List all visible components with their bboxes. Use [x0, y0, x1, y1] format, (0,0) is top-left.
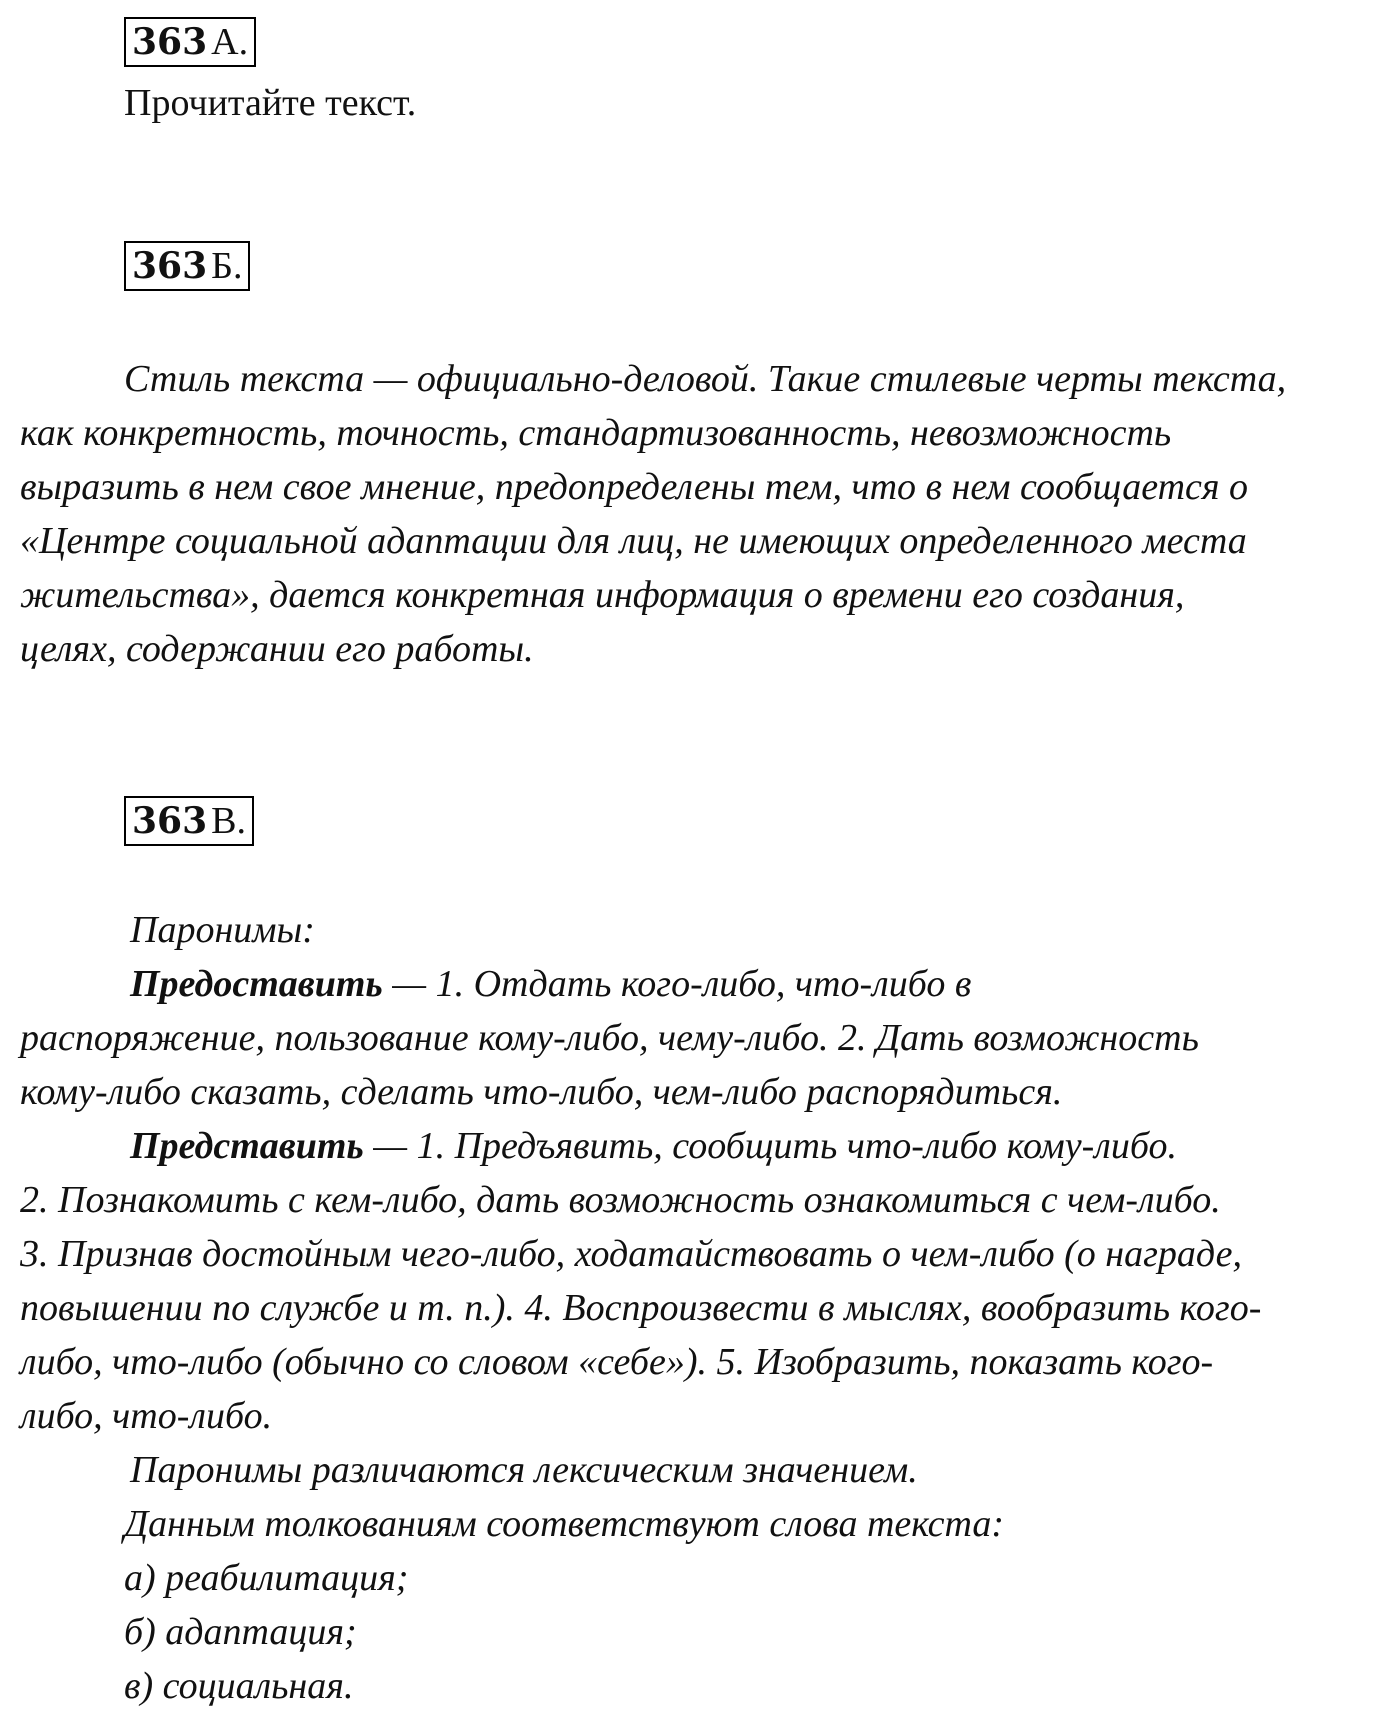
definition-line: 3. Признав достойным чего-либо, ходатайствовать о чем-либо (о награде,: [20, 1233, 1242, 1275]
text-line: выразить в нем свое мнение, предопределены тем, что в нем сообщается о: [20, 466, 1249, 508]
definition-line: либо, что-либо.: [20, 1395, 273, 1437]
definition-line: либо, что-либо (обычно со словом «себе»). 5. Изобразить, показать кого-: [20, 1341, 1214, 1383]
conclusion-line: Паронимы различаются лексическим значением.: [130, 1449, 918, 1491]
paronym-term: Предоставить: [130, 963, 383, 1005]
correspondence-line: Данным толкованиям соответствуют слова текста:: [124, 1503, 1005, 1545]
text-line: как конкретность, точность, стандартизованность, невозможность: [20, 412, 1172, 454]
definition-text: — 1. Предъявить, сообщить что-либо кому-либо.: [363, 1125, 1177, 1167]
exercise-heading-b: [124, 241, 250, 291]
paronyms-section: [20, 903, 1390, 1713]
style-analysis-paragraph: [20, 352, 1390, 676]
text-line: жительства», дается конкретная информация о времени его создания,: [20, 574, 1185, 616]
instruction-text: Прочитайте текст.: [124, 82, 417, 124]
definition-line: [20, 957, 1390, 1011]
text-line: целях, содержании его работы.: [20, 628, 534, 670]
answer-item: б) адаптация;: [124, 1611, 357, 1653]
exercise-number: 363: [132, 21, 208, 63]
exercise-heading-a: [124, 17, 256, 67]
definition-line: кому-либо сказать, сделать что-либо, чем-либо распорядиться.: [20, 1071, 1063, 1113]
paronyms-intro: Паронимы:: [130, 909, 315, 951]
answer-item: в) социальная.: [124, 1665, 354, 1707]
paronym-term: Представить: [130, 1125, 364, 1167]
definition-line: повышении по службе и т. п.). 4. Воспроизвести в мыслях, вообразить кого-: [20, 1287, 1262, 1329]
answer-item: а) реабилитация;: [124, 1557, 409, 1599]
exercise-heading-c: [124, 796, 254, 846]
definition-line: распоряжение, пользование кому-либо, чему-либо. 2. Дать возможность: [20, 1017, 1199, 1059]
exercise-letter: В.: [211, 800, 247, 842]
text-line: «Центре социальной адаптации для лиц, не имеющих определенного места: [20, 520, 1247, 562]
exercise-number: 363: [132, 800, 208, 842]
definition-line: 2. Познакомить с кем-либо, дать возможность ознакомиться с чем-либо.: [20, 1179, 1221, 1221]
definition-text: — 1. Отдать кого-либо, что-либо в: [382, 963, 972, 1005]
exercise-number: 363: [132, 245, 208, 287]
exercise-letter: Б.: [211, 245, 243, 287]
definition-line: [20, 1119, 1390, 1173]
text-line: Стиль текста — официально-деловой. Такие стилевые черты текста,: [124, 358, 1287, 400]
exercise-letter: А.: [211, 21, 249, 63]
